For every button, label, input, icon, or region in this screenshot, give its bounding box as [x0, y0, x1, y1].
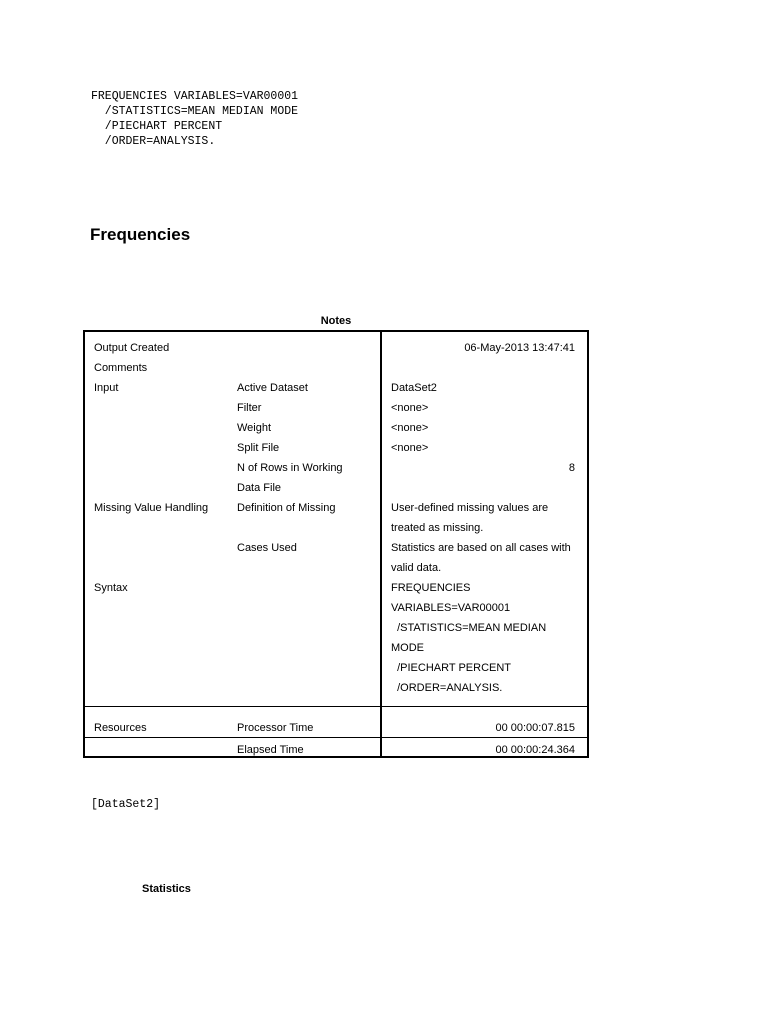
- n-rows-value: 8: [568, 462, 575, 474]
- frequencies-heading: Frequencies: [90, 225, 191, 244]
- active-dataset-value: DataSet2: [391, 382, 437, 394]
- elapsed-time-value: 00 00:00:24.364: [495, 744, 575, 756]
- syntax-value-line: /ORDER=ANALYSIS.: [391, 682, 503, 694]
- input-label: Input: [94, 382, 119, 394]
- definition-of-missing-label: Definition of Missing: [237, 502, 336, 514]
- syntax-label: Syntax: [94, 582, 128, 594]
- weight-value: <none>: [391, 422, 429, 434]
- syntax-value-line: /PIECHART PERCENT: [391, 662, 512, 674]
- syntax-line: FREQUENCIES VARIABLES=VAR00001: [91, 90, 299, 103]
- notes-table: [83, 330, 589, 758]
- split-file-label: Split File: [237, 442, 280, 454]
- active-dataset-label: Active Dataset: [237, 382, 308, 394]
- n-rows-label-continued: Data File: [237, 482, 282, 494]
- syntax-command-block: [91, 89, 298, 149]
- processor-time-value: 00 00:00:07.815: [495, 722, 575, 734]
- syntax-line: /ORDER=ANALYSIS.: [91, 135, 216, 148]
- processor-time-label: Processor Time: [237, 722, 314, 734]
- output-created-label: Output Created: [94, 342, 170, 354]
- row-divider: [85, 706, 587, 707]
- comments-label: Comments: [94, 362, 148, 374]
- cases-used-value-continued: valid data.: [391, 562, 442, 574]
- syntax-value-line: FREQUENCIES: [391, 582, 471, 594]
- output-created-value: 06-May-2013 13:47:41: [464, 342, 575, 354]
- missing-value-handling-label: Missing Value Handling: [94, 502, 209, 514]
- n-rows-label: N of Rows in Working: [237, 462, 343, 474]
- statistics-table-title: Statistics: [142, 883, 191, 895]
- definition-of-missing-value-continued: treated as missing.: [391, 522, 484, 534]
- resources-label: Resources: [94, 722, 147, 734]
- column-divider: [380, 332, 382, 756]
- syntax-line: /STATISTICS=MEAN MEDIAN MODE: [91, 105, 299, 118]
- definition-of-missing-value: User-defined missing values are: [391, 502, 549, 514]
- elapsed-time-label: Elapsed Time: [237, 744, 304, 756]
- syntax-value-line: /STATISTICS=MEAN MEDIAN: [391, 622, 547, 634]
- notes-table-title: Notes: [320, 315, 352, 327]
- filter-label: Filter: [237, 402, 262, 414]
- split-file-value: <none>: [391, 442, 429, 454]
- syntax-line: /PIECHART PERCENT: [91, 120, 223, 133]
- filter-value: <none>: [391, 402, 429, 414]
- dataset-label: [DataSet2]: [91, 798, 161, 811]
- cases-used-value: Statistics are based on all cases with: [391, 542, 571, 554]
- weight-label: Weight: [237, 422, 272, 434]
- cases-used-label: Cases Used: [237, 542, 297, 554]
- syntax-value-line: MODE: [391, 642, 424, 654]
- syntax-value-line: VARIABLES=VAR00001: [391, 602, 511, 614]
